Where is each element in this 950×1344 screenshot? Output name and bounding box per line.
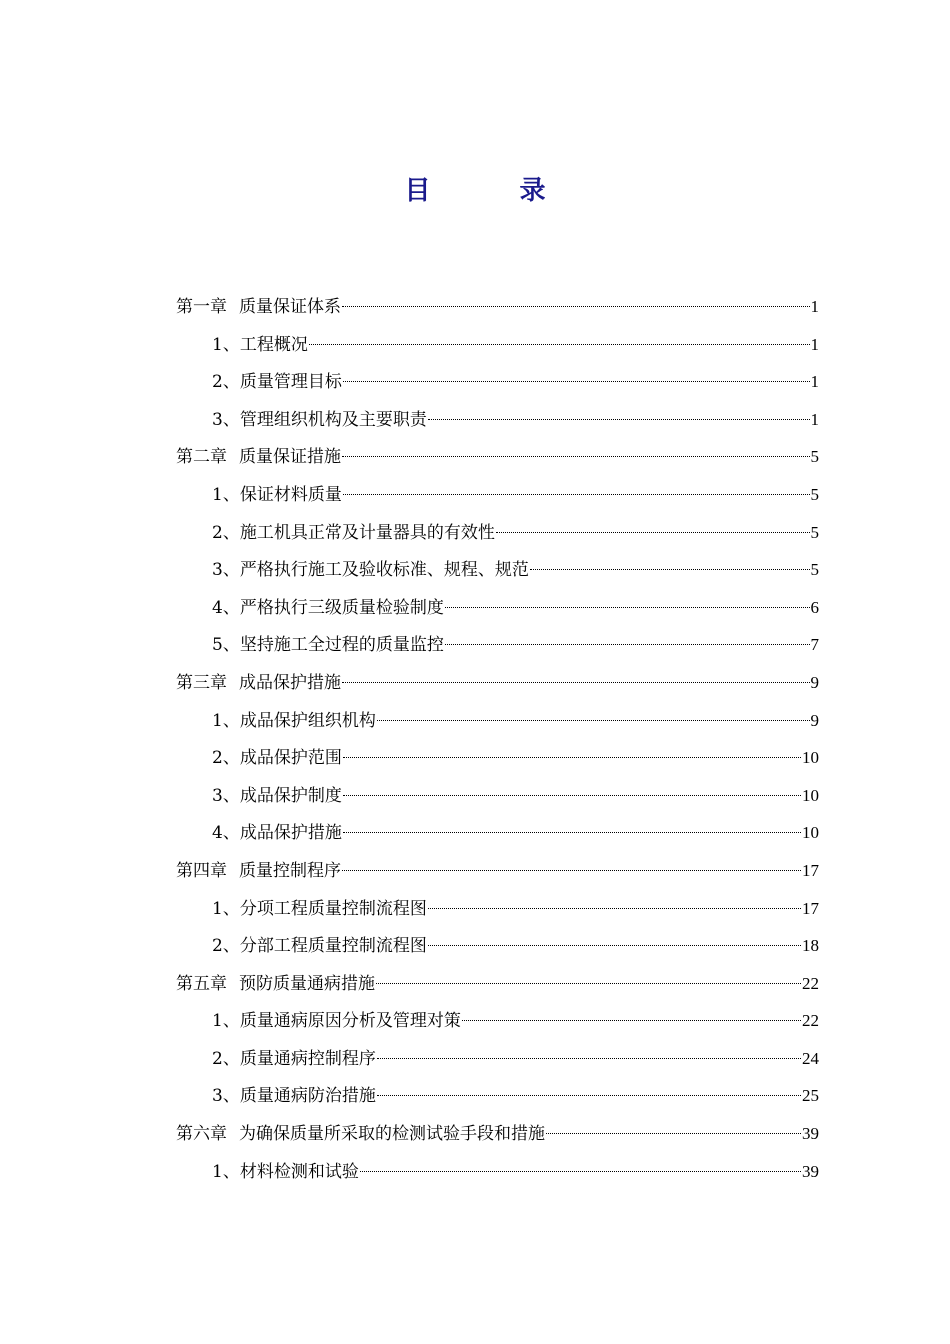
toc-dot-leader	[343, 757, 801, 758]
toc-dot-leader	[376, 983, 801, 984]
toc-entry-text	[212, 891, 427, 929]
toc-chapter-entry[interactable]	[0, 664, 950, 702]
toc-page-number: 5	[810, 484, 819, 504]
toc-section-entry[interactable]	[0, 1077, 950, 1115]
toc-page-number: 9	[810, 672, 819, 692]
toc-title: 目 录	[404, 176, 586, 206]
toc-dot-leader	[445, 644, 810, 645]
toc-page-number: 24	[802, 1048, 819, 1068]
toc-page-number: 1	[810, 372, 819, 392]
toc-entry-label: 2、质量管理目标	[212, 372, 342, 393]
toc-entry-text	[212, 627, 444, 665]
toc-entry-label: 2、质量通病控制程序	[212, 1048, 376, 1069]
toc-entry-text	[212, 515, 495, 553]
toc-section-entry[interactable]	[0, 551, 950, 589]
toc-entry-label: 1、成品保护组织机构	[212, 710, 376, 731]
toc-page-number: 17	[802, 898, 819, 918]
toc-entry-text	[212, 1154, 359, 1192]
toc-section-entry[interactable]	[0, 326, 950, 364]
toc-chapter-number: 第六章	[176, 1124, 227, 1145]
toc-chapter-number: 第二章	[176, 447, 227, 468]
toc-entry-text	[176, 1116, 545, 1154]
toc-entry-label: 质量保证体系	[239, 297, 341, 317]
toc-page-number: 7	[810, 635, 819, 655]
toc-entry-label: 2、成品保护范围	[212, 748, 342, 769]
toc-page-number: 39	[802, 1161, 819, 1181]
toc-dot-leader	[428, 945, 801, 946]
toc-dot-leader	[360, 1171, 801, 1172]
toc-entry-text	[212, 1078, 376, 1116]
toc-entry-label: 为确保质量所采取的检测试验手段和措施	[239, 1124, 545, 1145]
toc-section-entry[interactable]	[0, 626, 950, 664]
toc-entry-text	[176, 289, 341, 327]
toc-entry-label: 1、材料检测和试验	[212, 1161, 359, 1182]
toc-page-number: 22	[802, 973, 819, 993]
toc-dot-leader	[546, 1133, 801, 1134]
toc-dot-leader	[377, 720, 810, 721]
toc-list	[0, 288, 950, 1190]
toc-entry-label: 质量保证措施	[239, 447, 341, 468]
toc-dot-leader	[343, 795, 801, 796]
toc-section-entry[interactable]	[0, 890, 950, 928]
toc-chapter-number: 第四章	[176, 860, 227, 881]
toc-page-number: 5	[810, 522, 819, 542]
toc-dot-leader	[343, 381, 810, 382]
toc-entry-label: 成品保护措施	[239, 672, 341, 693]
toc-entry-text	[212, 1041, 376, 1079]
toc-chapter-entry[interactable]	[0, 965, 950, 1003]
toc-dot-leader	[445, 607, 810, 608]
toc-dot-leader	[342, 682, 810, 683]
toc-dot-leader	[496, 532, 810, 533]
toc-section-entry[interactable]	[0, 777, 950, 815]
toc-entry-label: 5、坚持施工全过程的质量监控	[212, 635, 444, 656]
toc-entry-text	[176, 966, 375, 1004]
toc-entry-text	[212, 364, 342, 402]
toc-dot-leader	[462, 1020, 801, 1021]
toc-section-entry[interactable]	[0, 1002, 950, 1040]
toc-page-number: 22	[802, 1011, 819, 1031]
toc-page-number: 5	[810, 560, 819, 580]
toc-entry-text	[212, 928, 427, 966]
toc-page-number: 25	[802, 1086, 819, 1106]
toc-entry-label: 4、严格执行三级质量检验制度	[212, 597, 444, 618]
toc-dot-leader	[530, 569, 810, 570]
toc-entry-text	[212, 1003, 461, 1041]
toc-section-entry[interactable]	[0, 401, 950, 439]
toc-page-number: 9	[810, 710, 819, 730]
toc-entry-label: 质量控制程序	[239, 860, 341, 881]
toc-section-entry[interactable]	[0, 702, 950, 740]
toc-entry-label: 1、工程概况	[212, 334, 308, 355]
toc-entry-text	[212, 703, 376, 741]
toc-entry-label: 2、施工机具正常及计量器具的有效性	[212, 522, 495, 543]
toc-dot-leader	[377, 1058, 801, 1059]
toc-dot-leader	[342, 456, 810, 457]
toc-entry-text	[212, 552, 529, 590]
toc-entry-label: 3、质量通病防治措施	[212, 1086, 376, 1107]
toc-dot-leader	[343, 494, 810, 495]
toc-entry-text	[212, 740, 342, 778]
toc-page-number: 1	[810, 334, 819, 354]
toc-chapter-number: 第三章	[176, 672, 227, 693]
toc-page-number: 39	[802, 1124, 819, 1144]
toc-page-number: 10	[802, 823, 819, 843]
toc-section-entry[interactable]	[0, 363, 950, 401]
toc-page-number: 17	[802, 860, 819, 880]
toc-section-entry[interactable]	[0, 1153, 950, 1191]
toc-page-number: 1	[810, 409, 819, 429]
toc-section-entry[interactable]	[0, 814, 950, 852]
toc-dot-leader	[377, 1095, 801, 1096]
toc-entry-label: 2、分部工程质量控制流程图	[212, 936, 427, 957]
toc-entry-text	[212, 815, 342, 853]
toc-section-entry[interactable]	[0, 1040, 950, 1078]
toc-page-number: 10	[802, 785, 819, 805]
toc-dot-leader	[428, 908, 801, 909]
toc-section-entry[interactable]	[0, 739, 950, 777]
toc-entry-label: 3、成品保护制度	[212, 785, 342, 806]
toc-dot-leader	[428, 419, 810, 420]
toc-entry-text	[176, 439, 341, 477]
toc-entry-text	[212, 327, 308, 365]
toc-entry-text	[176, 665, 341, 703]
toc-entry-label: 3、严格执行施工及验收标准、规程、规范	[212, 560, 529, 581]
toc-entry-label: 3、管理组织机构及主要职责	[212, 409, 427, 430]
toc-dot-leader	[343, 832, 801, 833]
toc-section-entry[interactable]	[0, 514, 950, 552]
toc-page-number: 18	[802, 936, 819, 956]
toc-entry-label: 1、保证材料质量	[212, 484, 342, 505]
toc-chapter-number: 第五章	[176, 973, 227, 994]
toc-chapter-entry[interactable]	[0, 288, 950, 326]
toc-page-number: 6	[810, 597, 819, 617]
toc-entry-text	[212, 402, 427, 440]
toc-section-entry[interactable]	[0, 476, 950, 514]
toc-page-number: 1	[810, 297, 819, 316]
toc-chapter-entry[interactable]	[0, 1115, 950, 1153]
toc-entry-label: 4、成品保护措施	[212, 823, 342, 844]
toc-entry-text	[212, 778, 342, 816]
toc-chapter-entry[interactable]	[0, 438, 950, 476]
toc-entry-label: 1、分项工程质量控制流程图	[212, 898, 427, 919]
toc-dot-leader	[342, 306, 810, 307]
toc-section-entry[interactable]	[0, 927, 950, 965]
toc-entry-text	[176, 853, 341, 891]
toc-chapter-number: 第一章	[176, 297, 227, 317]
toc-entry-text	[212, 477, 342, 515]
toc-page-number: 10	[802, 748, 819, 768]
toc-entry-label: 预防质量通病措施	[239, 973, 375, 994]
toc-page-number: 5	[810, 447, 819, 467]
toc-chapter-entry[interactable]	[0, 852, 950, 890]
toc-entry-label: 1、质量通病原因分析及管理对策	[212, 1011, 461, 1032]
toc-dot-leader	[309, 344, 810, 345]
toc-dot-leader	[342, 870, 801, 871]
toc-entry-text	[212, 590, 444, 628]
toc-section-entry[interactable]	[0, 589, 950, 627]
